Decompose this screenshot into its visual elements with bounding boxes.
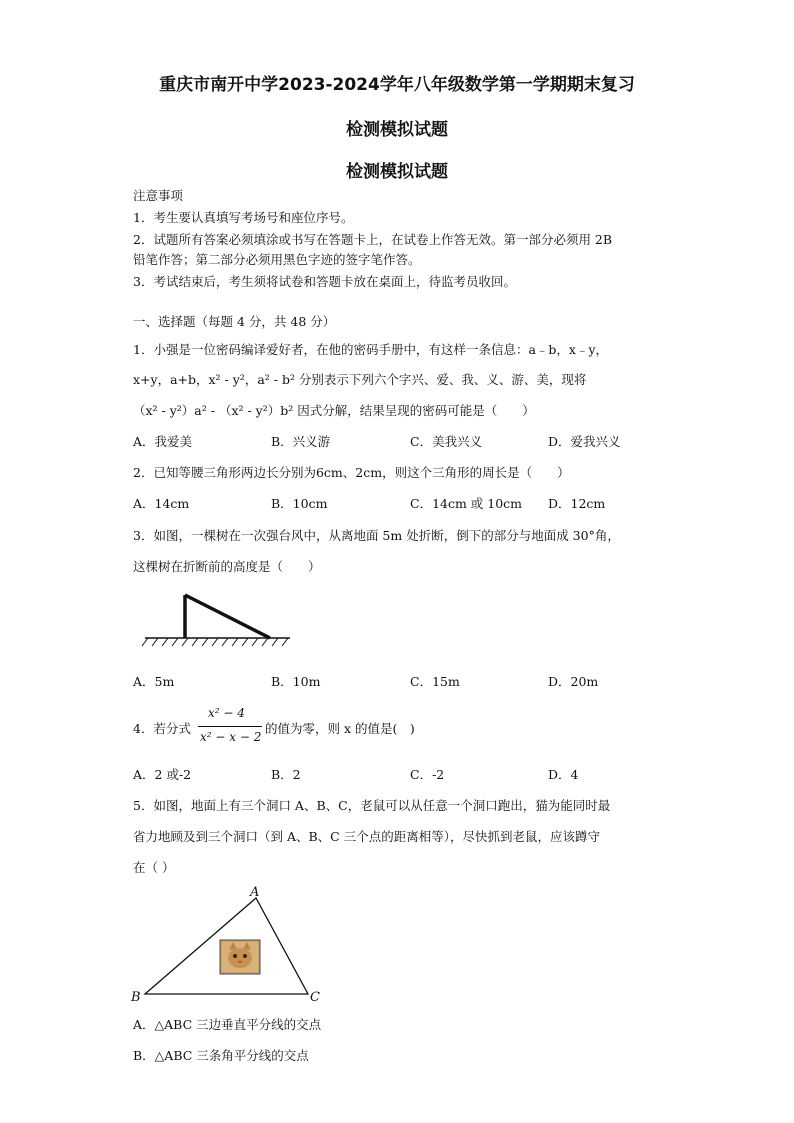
question-1-option-c: C．美我兴义 [410,434,483,449]
question-4-option-b: B．2 [271,767,301,782]
question-1-text: x+y，a+b，x² - y²，a² - b² 分别表示下列六个字兴、爱、我、义、游、美，现将 [133,372,587,387]
fraction-numerator: x² − 4 [208,706,245,720]
question-4-option-a: A．2 或-2 [133,767,192,782]
question-1-option-a: A．我爱美 [133,434,193,449]
question-1-text: 1．小强是一位密码编译爱好者，在他的密码手册中，有这样一条信息：a﹣b，x﹣y， [133,342,609,357]
question-5-text: 省力地顾及到三个洞口（到 A、B、C 三个点的距离相等），尽快抓到老鼠，应该蹲守 [133,829,600,844]
question-5-option-a: A．△ABC 三边垂直平分线的交点 [133,1017,322,1032]
broken-tree-figure [140,590,295,648]
vertex-label-c: C [310,990,320,1004]
page-subtitle: 检测模拟试题 [346,120,448,140]
vertex-label-a: A [250,885,260,900]
question-2-option-b: B．10cm [271,496,328,511]
section-heading: 一、选择题（每题 4 分，共 48 分） [133,314,336,329]
question-4-option-c: C．-2 [410,767,445,782]
vertex-label-b: B [131,990,141,1004]
page-subtitle-repeat: 检测模拟试题 [346,162,448,182]
notice-item: 3．考试结束后，考生须将试卷和答题卡放在桌面上，待监考员收回。 [133,274,516,289]
question-2-text: 2．已知等腰三角形两边长分别为6cm、2cm，则这个三角形的周长是（ ） [133,465,570,480]
question-2-option-d: D．12cm [548,496,606,511]
question-3-option-d: D．20m [548,674,599,689]
question-3-option-a: A．5m [133,674,175,689]
question-3-option-b: B．10m [271,674,321,689]
question-3-text: 3．如图，一棵树在一次强台风中，从离地面 5m 处折断，倒下的部分与地面成 30°角， [133,528,620,543]
question-2-option-c: C．14cm 或 10cm [410,496,523,511]
question-5-option-b: B．△ABC 三条角平分线的交点 [133,1048,309,1063]
cat-picture [220,940,260,974]
question-3-text: 这棵树在折断前的高度是（ ） [133,559,321,574]
fraction-denominator: x² − x − 2 [200,730,262,744]
notice-heading: 注意事项 [133,188,184,203]
question-4-suffix: 的值为零，则 x 的值是( ) [265,721,415,736]
notice-item: 2．试题所有答案必须填涂或书写在答题卡上，在试卷上作答无效。第一部分必须用 2B [133,232,613,247]
question-1-text: （x² - y²）a² - （x² - y²）b² 因式分解，结果呈现的密码可能是（ ） [133,403,535,418]
triangle-figure [128,882,328,1004]
question-5-text: 在（ ） [133,860,175,875]
question-5-text: 5．如图，地面上有三个洞口 A、B、C，老鼠可以从任意一个洞口跑出，猫为能同时最 [133,798,611,813]
question-1-option-b: B．兴义游 [271,434,331,449]
question-4-prefix: 4．若分式 [133,721,191,736]
question-4-fraction [198,706,264,746]
page-title: 重庆市南开中学2023-2024学年八年级数学第一学期期末复习 [159,75,635,95]
question-4-option-d: D．4 [548,767,579,782]
fraction-bar [198,726,262,727]
notice-item: 1．考生要认真填写考场号和座位序号。 [133,210,354,225]
question-1-option-d: D．爱我兴义 [548,434,621,449]
question-2-option-a: A．14cm [133,496,190,511]
question-3-option-c: C．15m [410,674,460,689]
notice-item: 铅笔作答；第二部分必须用黑色字迹的签字笔作答。 [133,252,421,267]
